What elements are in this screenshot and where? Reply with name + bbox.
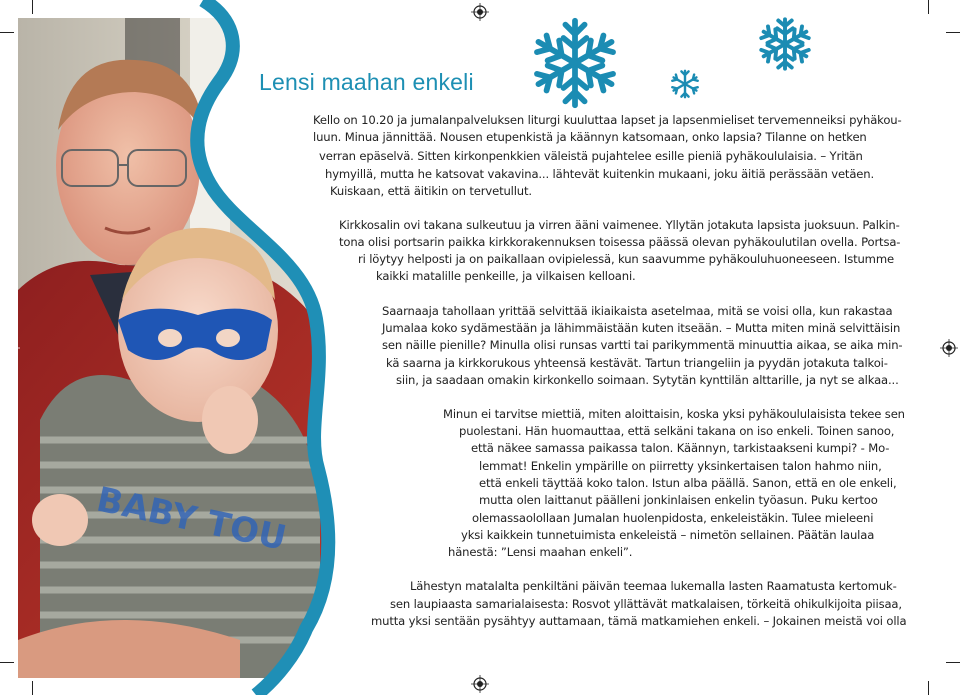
paragraph-2-line: Kirkkosalin ovi takana sulkeutuu ja virren ääni vaimenee. Yllytän jotakuta lapsista juoksuun. Palkin-: [339, 218, 900, 232]
paragraph-5-line: Lähestyn matalalta penkiltäni päivän teemaa lukemalla lasten Raamatusta kertomuk-: [410, 579, 897, 593]
crop-mark: [0, 32, 14, 33]
paragraph-1-line: Kuiskaan, että äitikin on tervetullut.: [330, 184, 532, 198]
page-title: Lensi maahan enkeli: [259, 69, 474, 95]
paragraph-2-line: kaikki matalille penkeille, ja vilkaisen kelloani.: [376, 269, 636, 283]
paragraph-1-line: verran epäselvä. Sitten kirkonpenkkien väleistä pujahtelee esille pieniä pyhäkoululaisia. – Yritän: [319, 149, 863, 163]
paragraph-3-line: Jumalaa koko sydämestään ja lähimmäistään kuten itseään. – Mutta miten minä selvittäisin: [382, 321, 901, 335]
shirt-print: BABY TOU: [93, 479, 290, 559]
paragraph-4-line: puolestani. Hän huomauttaa, että selkäni takana on iso enkeli. Toinen sanoo,: [459, 424, 895, 438]
crop-mark: [0, 662, 14, 663]
crop-mark: [946, 32, 960, 33]
paragraph-5-line: sen laupiaasta samarialaisesta: Rosvot yllättävät matkalaisen, törkeitä ohikulkijoita piisaa,: [390, 597, 902, 611]
paragraph-4-line: hänestä: ”Lensi maahan enkeli”.: [448, 545, 633, 559]
registration-mark-icon: [940, 339, 958, 357]
registration-mark-icon: [471, 3, 489, 21]
paragraph-4-line: olemassaolollaan Jumalan huolenpidosta, enkeleistäkin. Tulee mieleeni: [472, 511, 874, 525]
crop-mark: [32, 681, 33, 695]
snowflake-small-icon: [670, 69, 700, 99]
paragraph-5-line: mutta yksi sentään pysähtyy auttamaan, tämä matkamiehen enkeli. – Jokainen meistä voi olla: [371, 614, 907, 628]
crop-mark: [32, 0, 33, 14]
crop-mark: [928, 681, 929, 695]
paragraph-4-line: Minun ei tarvitse miettiä, miten aloittaisin, koska yksi pyhäkoululaisista tekee sen: [443, 407, 905, 421]
paragraph-3-line: Saarnaaja tahollaan yrittää selvittää ikiaikaista asetelmaa, mitä se voisi olla, kun rakastaa: [382, 304, 893, 318]
paragraph-4-line: yksi kaikkein tunnetuimista enkeleistä – nimetön sellainen. Päätän laulaa: [461, 528, 875, 542]
registration-mark-icon: [471, 675, 489, 693]
paragraph-1-line: Kello on 10.20 ja jumalanpalveluksen liturgi kuuluttaa lapset ja lapsenmieliset tervemenneiksi pyhäkou-: [313, 113, 902, 127]
paragraph-3-line: sen näille pienille? Minulla olisi runsas vartti tai parikymmentä minuuttia aikaa, se aika min-: [382, 338, 903, 352]
paragraph-4-line: lemmat! Enkelin ympärille on piirretty yksinkertaisen talon hahmo niin,: [479, 459, 882, 473]
paragraph-4-line: että enkeli täyttää koko talon. Istun alba päällä. Sanon, että en ole enkeli,: [479, 476, 897, 490]
paragraph-1-line: hymyillä, mutta he katsovat vakavina... lähtevät kuitenkin mukaani, joku äitiä perässään vetäen.: [325, 167, 874, 181]
paragraph-2-line: tona olisi portsarin paikka kirkkorakennuksen toisessa päässä olevan pyhäkoulutilan ovella. Portsa-: [339, 235, 901, 249]
registration-mark-icon: [2, 339, 20, 357]
paragraph-1-line: luun. Minua jännittää. Nousen etupenkistä ja käännyn katsomaan, onko lapsia? Tilanne on hetken: [313, 130, 867, 144]
snowflake-large-icon: [527, 15, 623, 111]
paragraph-2-line: ri löytyy helposti ja on paikallaan ovipielessä, kun saavumme pyhäkouluhuoneeseen. Istumme: [358, 252, 894, 266]
snowflake-medium-icon: [757, 16, 813, 72]
paragraph-4-line: mutta olen laittanut päälleni jonkinlaisen enkelin työasun. Puku kertoo: [479, 493, 878, 507]
crop-mark: [928, 0, 929, 14]
paragraph-3-line: kä saarna ja kirkkorukous yhteensä kestävät. Tartun triangeliin ja pyydän jotakuta talkoi-: [386, 356, 888, 370]
crop-mark: [946, 662, 960, 663]
paragraph-4-line: että näkee samassa paikassa talon. Käännyn, tarkistaakseni kumpi? - Mo-: [471, 441, 890, 455]
paragraph-3-line: siin, ja saadaan omakin kirkonkello soimaan. Sytytän kynttilän alttarille, ja nyt se alkaa...: [396, 373, 899, 387]
